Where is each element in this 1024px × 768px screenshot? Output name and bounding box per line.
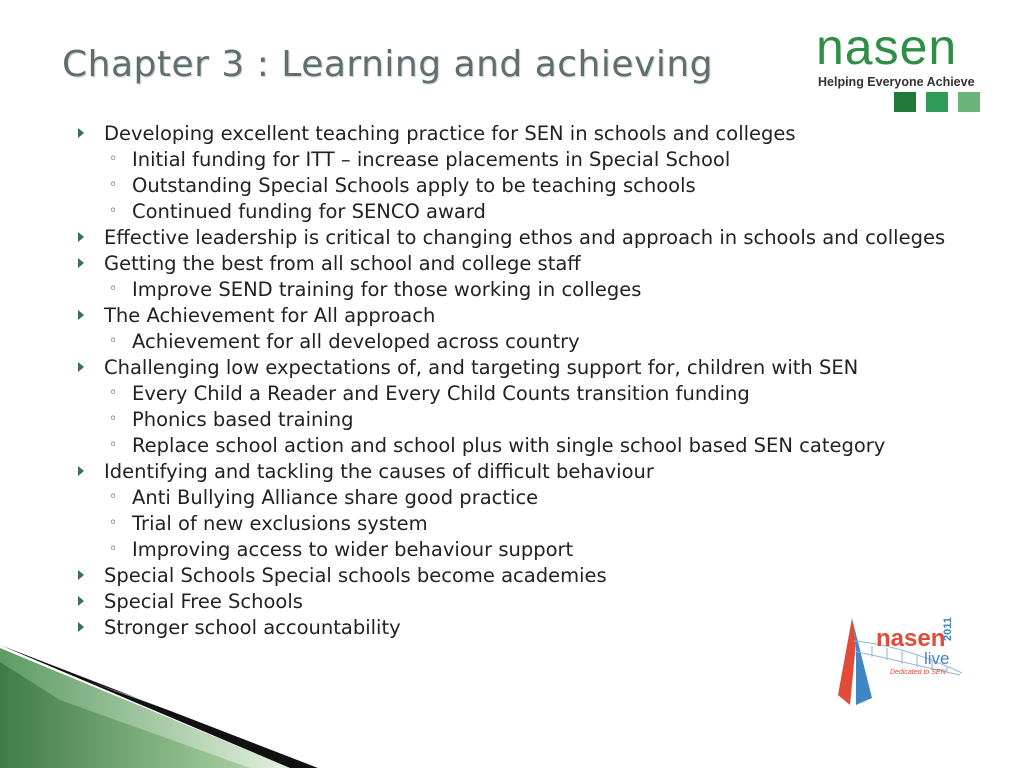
nasen-logo [814,19,994,114]
bullet-arrow-icon [78,232,84,242]
nasen-live-2011-logo [832,613,972,708]
bullet-text: Challenging low expectations of, and targeting support for, children with SEN [104,356,859,379]
sub-bullet-item [76,331,976,352]
bullet-text: Stronger school accountability [104,616,401,639]
sub-bullet-circle-icon: ◦ [109,541,118,557]
sub-bullet-text: Improving access to wider behaviour support [132,538,574,561]
sub-bullet-circle-icon: ◦ [109,203,118,219]
bullet-arrow-icon [78,466,84,476]
sub-bullet-text: Anti Bullying Alliance share good practice [132,486,539,509]
bullet-list [76,118,976,638]
bullet-arrow-icon [78,622,84,632]
live-logo-year: 2011 [942,617,954,641]
logo-word: nasen [816,19,958,75]
sub-bullet-item [76,279,976,300]
sub-bullet-text: Achievement for all developed across country [132,330,580,353]
bullet-text: Developing excellent teaching practice for SEN in schools and colleges [104,122,796,145]
sub-bullet-circle-icon: ◦ [109,437,118,453]
logo-square-3 [958,92,980,112]
sub-bullet-text: Outstanding Special Schools apply to be teaching schools [132,174,696,197]
sub-bullet-circle-icon: ◦ [109,151,118,167]
live-logo-word: nasen [876,625,946,652]
bullet-item [76,305,976,326]
sub-bullet-circle-icon: ◦ [109,489,118,505]
bullet-item [76,357,976,378]
sub-bullet-item [76,513,976,534]
sub-bullet-item [76,149,976,170]
bullet-text: Special Free Schools [104,590,303,613]
bullet-arrow-icon [78,596,84,606]
live-logo-live: live [924,649,950,668]
bullet-item [76,565,976,586]
sub-bullet-item [76,175,976,196]
bullet-item [76,461,976,482]
sub-bullet-text: Replace school action and school plus with single school based SEN category [132,434,886,457]
sub-bullet-item [76,201,976,222]
bullet-text: Getting the best from all school and college staff [104,252,581,275]
sub-bullet-item [76,383,976,404]
bullet-arrow-icon [78,570,84,580]
bullet-item [76,123,976,144]
bullet-text: Effective leadership is critical to changing ethos and approach in schools and colleges [104,226,946,249]
sub-bullet-text: Every Child a Reader and Every Child Counts transition funding [132,382,750,405]
sub-bullet-circle-icon: ◦ [109,515,118,531]
logo-square-2 [926,92,948,112]
slide-title: Chapter 3 : Learning and achieving [62,44,713,85]
live-logo-tagline: Dedicated to SEN [890,669,946,676]
sub-bullet-text: Phonics based training [132,408,354,431]
logo-square-1 [894,92,916,112]
sub-bullet-circle-icon: ◦ [109,281,118,297]
logo-tagline: Helping Everyone Achieve [818,75,975,89]
bullet-item [76,227,976,248]
bullet-text: The Achievement for All approach [104,304,436,327]
sub-bullet-circle-icon: ◦ [109,411,118,427]
sub-bullet-item [76,487,976,508]
sub-bullet-item [76,539,976,560]
sub-bullet-circle-icon: ◦ [109,385,118,401]
bullet-item [76,253,976,274]
sub-bullet-item [76,409,976,430]
bullet-arrow-icon [78,310,84,320]
sub-bullet-text: Initial funding for ITT – increase placements in Special School [132,148,731,171]
bullet-arrow-icon [78,258,84,268]
bullet-arrow-icon [78,362,84,372]
sub-bullet-item [76,435,976,456]
bullet-text: Special Schools Special schools become academies [104,564,607,587]
sub-bullet-text: Trial of new exclusions system [132,512,428,535]
sub-bullet-text: Improve SEND training for those working in colleges [132,278,642,301]
sub-bullet-circle-icon: ◦ [109,333,118,349]
sub-bullet-circle-icon: ◦ [109,177,118,193]
sub-bullet-text: Continued funding for SENCO award [132,200,486,223]
bullet-arrow-icon [78,128,84,138]
bullet-text: Identifying and tackling the causes of difficult behaviour [104,460,654,483]
bullet-item [76,591,976,612]
